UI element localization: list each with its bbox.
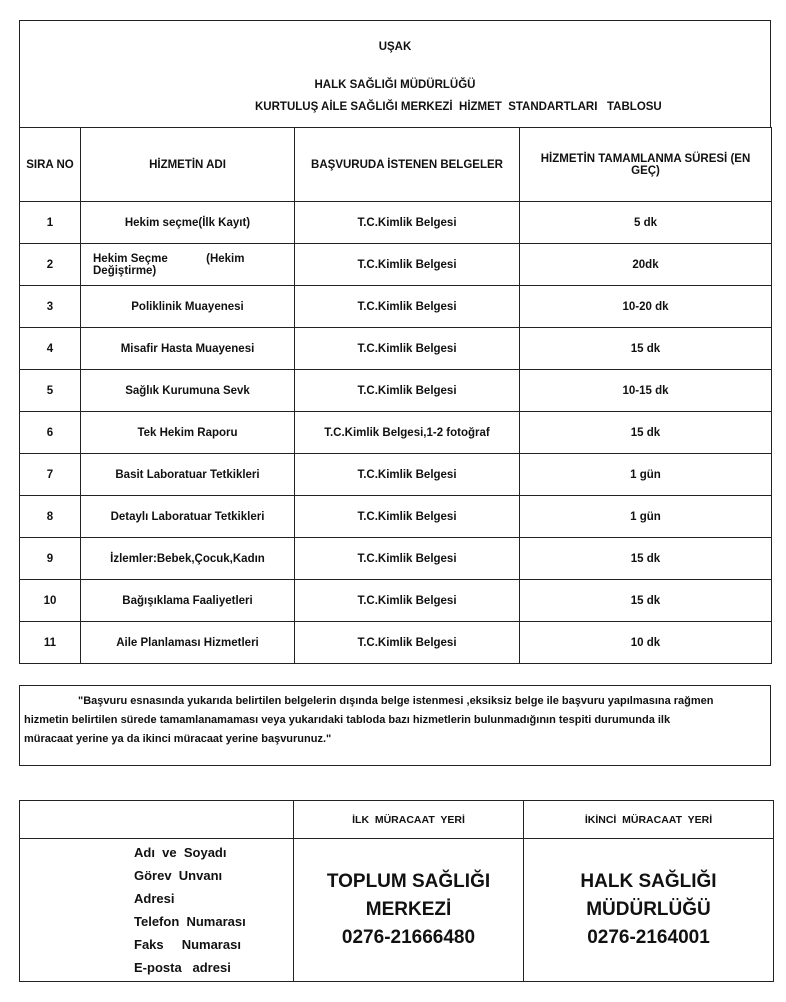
- contact-label: Adresi: [134, 891, 175, 906]
- row-service-name: Detaylı Laboratuar Tetkikleri: [81, 496, 295, 538]
- row-documents: T.C.Kimlik Belgesi: [295, 370, 520, 412]
- row-documents: T.C.Kimlik Belgesi,1-2 fotoğraf: [295, 412, 520, 454]
- row-service-name: Tek Hekim Raporu: [81, 412, 295, 454]
- second-name-line-2: MÜDÜRLÜĞÜ: [586, 899, 711, 920]
- table-row: [20, 370, 772, 412]
- col-header-duration: HİZMETİN TAMAMLANMA SÜRESİ (EN GEÇ): [520, 128, 772, 202]
- row-number: 1: [20, 202, 81, 244]
- row-documents: T.C.Kimlik Belgesi: [295, 580, 520, 622]
- row-duration: 1 gün: [520, 496, 772, 538]
- col-header-service: HİZMETİN ADI: [81, 128, 295, 202]
- row-documents: T.C.Kimlik Belgesi: [295, 538, 520, 580]
- row-service-name: Misafir Hasta Muayenesi: [81, 328, 295, 370]
- first-application-cell: [294, 839, 524, 982]
- row-number: 3: [20, 286, 81, 328]
- row-number: 9: [20, 538, 81, 580]
- first-name-line-1: TOPLUM SAĞLIĞI: [326, 871, 491, 892]
- row-service-name: İzlemler:Bebek,Çocuk,Kadın: [81, 538, 295, 580]
- first-phone: 0276-21666480: [341, 927, 476, 948]
- row-number: 2: [20, 244, 81, 286]
- row-number: 11: [20, 622, 81, 664]
- table-header-row: [20, 128, 772, 202]
- notice-line-2: hizmetin belirtilen sürede tamamlanamaması veya yukarıdaki tabloda bazı hizmetlerin bulunmadığının tespiti durumunda ilk: [24, 714, 671, 726]
- second-phone: 0276-2164001: [587, 927, 710, 948]
- contact-table: [19, 800, 774, 982]
- table-row: [20, 328, 772, 370]
- row-service-name: Hekim seçme(İlk Kayıt): [81, 202, 295, 244]
- contact-label: Faks Numarası: [134, 937, 241, 952]
- row-service-name: Poliklinik Muayenesi: [81, 286, 295, 328]
- table-row: [20, 286, 772, 328]
- second-name-line-1: HALK SAĞLIĞI: [580, 871, 717, 892]
- contact-label: Adı ve Soyadı: [134, 845, 227, 860]
- row-number: 10: [20, 580, 81, 622]
- row-duration: 15 dk: [520, 412, 772, 454]
- table-row: [20, 496, 772, 538]
- row-number: 8: [20, 496, 81, 538]
- row-service-name: Basit Laboratuar Tetkikleri: [81, 454, 295, 496]
- row-documents: T.C.Kimlik Belgesi: [295, 286, 520, 328]
- contact-label: E-posta adresi: [134, 960, 231, 975]
- notice-box: [19, 685, 771, 766]
- row-service-name: Bağışıklama Faaliyetleri: [81, 580, 295, 622]
- table-row: [20, 538, 772, 580]
- first-application-header: İLK MÜRACAAT YERİ: [294, 801, 524, 839]
- row-duration: 20dk: [520, 244, 772, 286]
- row-documents: T.C.Kimlik Belgesi: [295, 454, 520, 496]
- header-directorate: HALK SAĞLIĞI MÜDÜRLÜĞÜ: [314, 79, 476, 91]
- row-documents: T.C.Kimlik Belgesi: [295, 244, 520, 286]
- header-title: KURTULUŞ AİLE SAĞLIĞI MERKEZİ HİZMET STANDARTLARI TABLOSU: [255, 101, 662, 113]
- table-row: [20, 244, 772, 286]
- services-table: [19, 127, 772, 664]
- row-duration: 10-15 dk: [520, 370, 772, 412]
- row-documents: T.C.Kimlik Belgesi: [295, 496, 520, 538]
- first-name-line-2: MERKEZİ: [365, 899, 452, 920]
- row-service-name: Aile Planlaması Hizmetleri: [81, 622, 295, 664]
- header-city: UŞAK: [378, 41, 412, 53]
- col-header-documents: BAŞVURUDA İSTENEN BELGELER: [295, 128, 520, 202]
- row-duration: 15 dk: [520, 580, 772, 622]
- row-duration: 10 dk: [520, 622, 772, 664]
- contact-labels-cell: [20, 839, 294, 982]
- row-duration: 15 dk: [520, 328, 772, 370]
- header-box: [19, 20, 771, 128]
- row-documents: T.C.Kimlik Belgesi: [295, 328, 520, 370]
- notice-line-1: "Başvuru esnasında yukarıda belirtilen belgelerin dışında belge istenmesi ,eksiksiz belge ile başvuru yapılmasına rağmen: [78, 695, 714, 707]
- row-duration: 5 dk: [520, 202, 772, 244]
- table-row: [20, 454, 772, 496]
- notice-line-3: müracaat yerine ya da ikinci müracaat yerine başvurunuz.": [24, 733, 332, 745]
- row-documents: T.C.Kimlik Belgesi: [295, 202, 520, 244]
- col-header-no: SIRA NO: [20, 128, 81, 202]
- table-row: [20, 202, 772, 244]
- row-duration: 1 gün: [520, 454, 772, 496]
- contact-label: Görev Unvanı: [134, 868, 223, 883]
- contact-empty-header: [20, 801, 294, 839]
- row-documents: T.C.Kimlik Belgesi: [295, 622, 520, 664]
- table-row: [20, 622, 772, 664]
- row-service-name: Sağlık Kurumuna Sevk: [81, 370, 295, 412]
- second-application-header: İKİNCİ MÜRACAAT YERİ: [524, 801, 774, 839]
- table-row: [20, 412, 772, 454]
- contact-labels: [134, 841, 289, 979]
- row-service-name: Hekim Seçme (Hekim Değiştirme): [81, 244, 295, 286]
- row-number: 4: [20, 328, 81, 370]
- row-number: 5: [20, 370, 81, 412]
- table-row: [20, 580, 772, 622]
- row-duration: 10-20 dk: [520, 286, 772, 328]
- second-application-cell: [524, 839, 774, 982]
- row-duration: 15 dk: [520, 538, 772, 580]
- contact-label: Telefon Numarası: [134, 914, 246, 929]
- row-number: 7: [20, 454, 81, 496]
- row-number: 6: [20, 412, 81, 454]
